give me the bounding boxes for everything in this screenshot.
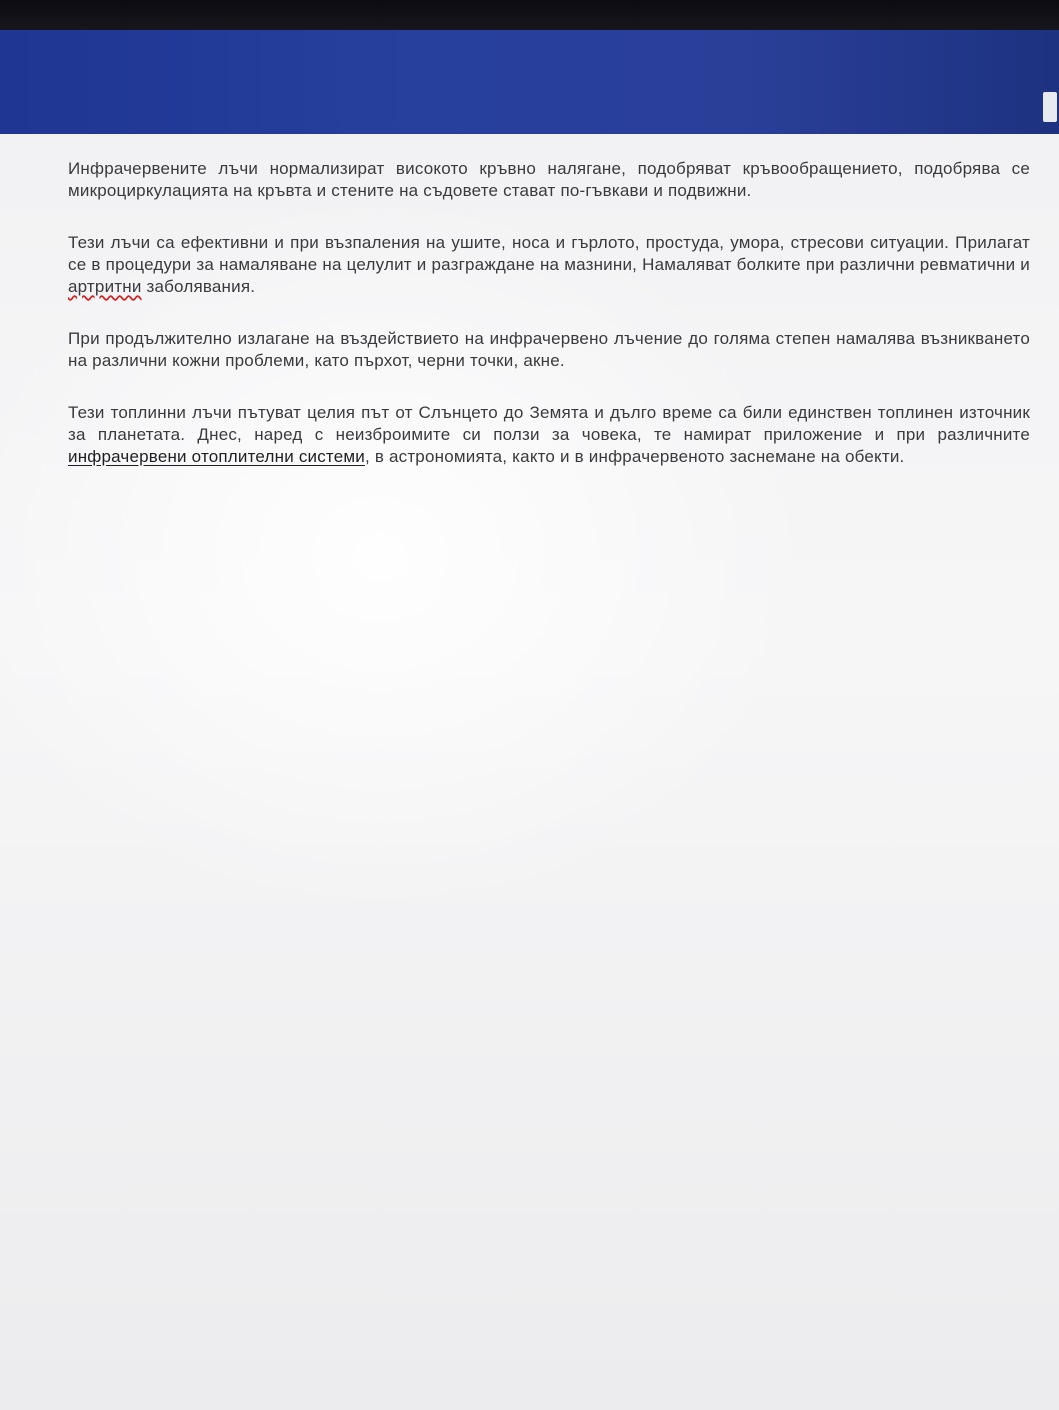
paragraph-4-text: Тези топлинни лъчи пътуват целия път от Слънцето до Земята и дълго време са били единствен топлинен източник за планетата. Днес, наред с неизброимите си ползи за човека, те намират приложение и при различните bbox=[68, 403, 1030, 444]
paragraph-1: Инфрачервените лъчи нормализират високото кръвно налягане, подобряват кръвообращението, подобрява се микроциркулацията на кръвта и стените на съдовете стават по-гъвкави и подвижни. bbox=[68, 159, 1030, 200]
heating-systems-link[interactable]: инфрачервени отоплителни системи bbox=[68, 447, 365, 466]
monitor-bezel bbox=[0, 0, 1059, 30]
window-header bbox=[0, 30, 1059, 134]
document-page bbox=[0, 134, 1059, 1410]
paragraph-2-text: Тези лъчи са ефективни и при възпаления на ушите, носа и гърлото, простуда, умора, стресови ситуации. Прилагат се в процедури за намаляване на целулит и разграждане на мазнини, Намаляват болките при различни ревматични и bbox=[68, 233, 1030, 274]
document-body bbox=[68, 158, 1030, 498]
paragraph-4-end: , в астрономията, както и в инфрачервеното заснемане на обекти. bbox=[364, 447, 905, 466]
paragraph-4 bbox=[68, 402, 1030, 468]
paragraph-3: При продължително излагане на въздействието на инфрачервено лъчение до голяма степен намалява възникването на различни кожни проблеми, като пърхот, черни точки, акне. bbox=[68, 329, 1030, 370]
scrollbar-thumb[interactable] bbox=[1043, 92, 1057, 122]
paragraph-2 bbox=[68, 232, 1030, 298]
paragraph-2-end: заболявания. bbox=[141, 277, 256, 296]
misspelled-word: артритни bbox=[68, 277, 142, 296]
